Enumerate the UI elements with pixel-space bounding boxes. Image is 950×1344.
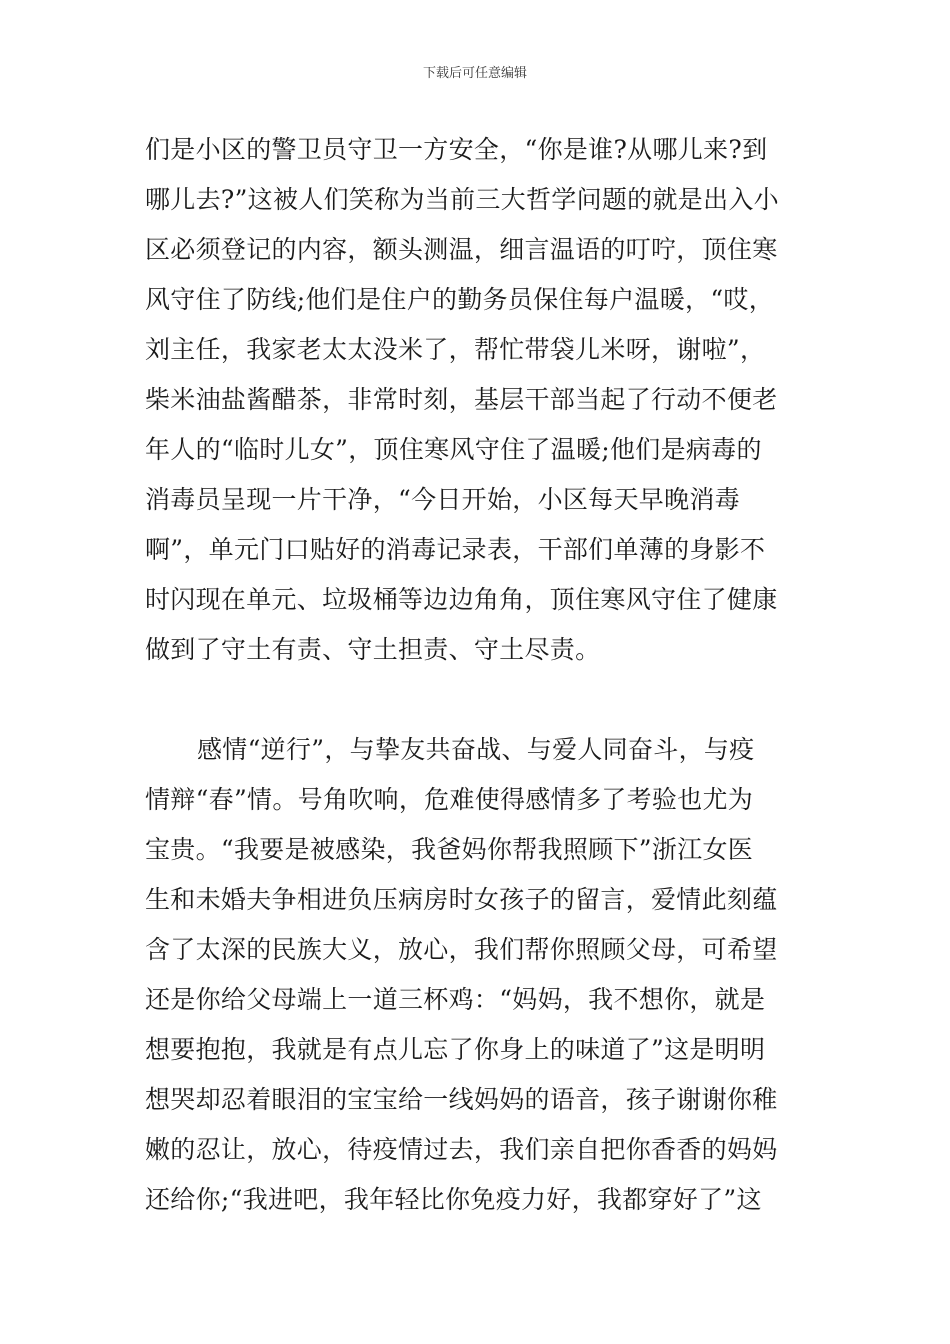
text-line: 啊”，单元门口贴好的消毒记录表，干部们单薄的身影不 [145, 535, 766, 564]
text-line: 想要抱抱，我就是有点儿忘了你身上的味道了”这是明明 [145, 1035, 766, 1064]
text-line: 年人的“临时儿女”，顶住寒风守住了温暖;他们是病毒的 [145, 435, 762, 464]
text-line: 风守住了防线;他们是住户的勤务员保住每户温暖，“哎， [145, 285, 775, 314]
text-line: 做到了守土有责、守土担责、守土尽责。 [145, 635, 601, 664]
text-line: 生和未婚夫争相进负压病房时女孩子的留言，爱情此刻蕴 [145, 885, 778, 914]
text-line: 感情“逆行”，与挚友共奋战、与爱人同奋斗，与疫 [197, 735, 755, 764]
paragraph-1 [145, 133, 810, 683]
text-line: 哪儿去?”这被人们笑称为当前三大哲学问题的就是出入小 [145, 185, 779, 214]
paragraph-2 [145, 733, 810, 1233]
paragraph-spacer [145, 683, 810, 733]
text-line: 含了太深的民族大义，放心，我们帮你照顾父母，可希望 [145, 935, 778, 964]
text-line: 想哭却忍着眼泪的宝宝给一线妈妈的语音，孩子谢谢你稚 [145, 1085, 778, 1114]
text-line: 宝贵。“我要是被感染，我爸妈你帮我照顾下”浙江女医 [145, 835, 754, 864]
text-line: 消毒员呈现一片干净，“今日开始，小区每天早晚消毒 [145, 485, 740, 514]
text-line: 还给你;“我进吧，我年轻比你免疫力好，我都穿好了”这 [145, 1185, 762, 1214]
text-line: 区必须登记的内容，额头测温，细言温语的叮咛，顶住寒 [145, 235, 778, 264]
document-body [145, 133, 810, 1233]
text-line: 柴米油盐酱醋茶，非常时刻，基层干部当起了行动不便老 [145, 385, 778, 414]
text-line: 情辩“春”情。号角吹响，危难使得感情多了考验也尤为 [145, 785, 754, 814]
text-line: 时闪现在单元、垃圾桶等边边角角，顶住寒风守住了健康 [145, 585, 778, 614]
text-line: 嫩的忍让，放心，待疫情过去，我们亲自把你香香的妈妈 [145, 1135, 778, 1164]
text-line: 刘主任，我家老太太没米了，帮忙带袋儿米呀，谢啦”， [145, 335, 766, 364]
text-line: 还是你给父母端上一道三杯鸡：“妈妈，我不想你，就是 [145, 985, 766, 1014]
text-line: 们是小区的警卫员守卫一方安全，“你是谁?从哪儿来?到 [145, 135, 768, 164]
page-header: 下载后可任意编辑 [422, 66, 527, 81]
